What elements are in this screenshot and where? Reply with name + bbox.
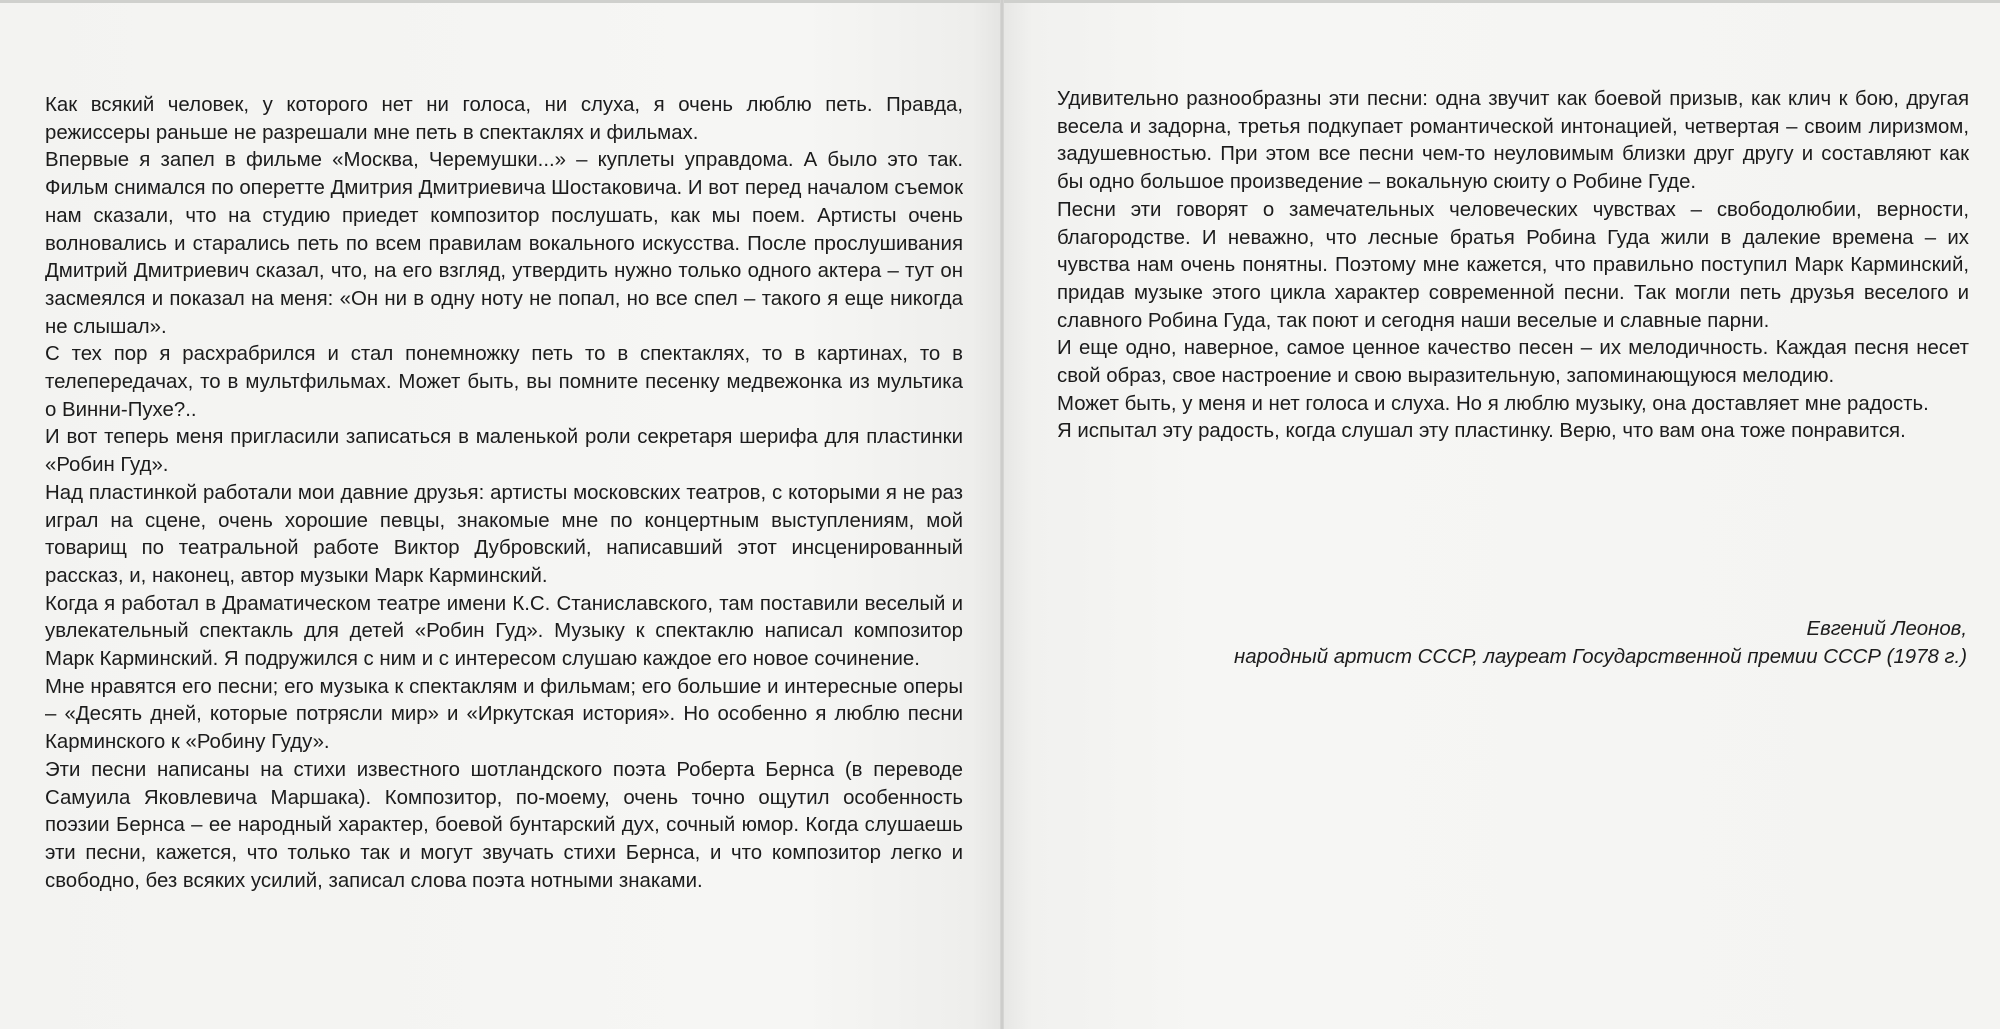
paragraph: Мне нравятся его песни; его музыка к спектаклям и фильмам; его большие и интересные оперы – «Десять дней, которые потрясли мир» и «Иркутская история». Но особенно я люблю песни Карминского к «Робину Гуду». [45, 675, 963, 754]
paragraph: Может быть, у меня и нет голоса и слуха. Но я люблю музыку, она доставляет мне радость. [1057, 392, 1929, 415]
author-title: народный артист СССР, лауреат Государственной премии СССР (1978 г.) [1234, 646, 1967, 668]
paragraph: И еще одно, наверное, самое ценное качество песен – их мелодичность. Каждая песня несет свой образ, свое настроение и свою выразительную, запоминающуюся мелодию. [1057, 337, 1969, 388]
paragraph: Когда я работал в Драматическом театре имени К.С. Станиславского, там поставили веселый и увлекательный спектакль для детей «Робин Гуд». Музыку к спектаклю написал композитор Марк Карминский. Я подружился с ним и с интересом слушаю каждое его новое сочинение. [45, 592, 963, 671]
paragraph: С тех пор я расхрабрился и стал понемножку петь то в спектаклях, то в картинах, то в телепередачах, то в мультфильмах. Может быть, вы помните песенку медвежонка из мультика о Винни-Пухе?.. [45, 343, 963, 421]
paragraph: Как всякий человек, у которого нет ни голоса, ни слуха, я очень люблю петь. Правда, режиссеры раньше не разрешали мне петь в спектаклях и фильмах. [45, 94, 963, 144]
right-page-text [1057, 86, 1969, 446]
paragraph: Впервые я запел в фильме «Москва, Черемушки...» – куплеты управдома. А было это так. Фильм снимался по оперетте Дмитрия Дмитриевича Шостаковича. И вот перед началом съемок нам сказали, что на студию приедет композитор послушать, как мы поем. Артисты очень волновались и старались петь по всем правилам вокального искусства. После прослушивания Дмитрий Дмитриевич сказал, что, на его взгляд, утвердить нужно только одного актера – тут он засмеялся и показал на меня: «Он ни в одну ноту не попал, но все спел – такого я еще никогда не слышал». [45, 149, 963, 338]
author-name: Евгений Леонов, [1806, 618, 1967, 640]
paragraph: И вот теперь меня пригласили записаться в маленькой роли секретаря шерифа для пластинки «Робин Гуд». [45, 426, 963, 477]
author-signature [1067, 615, 1967, 671]
right-page [1002, 0, 2000, 1029]
paragraph: Я испытал эту радость, когда слушал эту пластинку. Верю, что вам она тоже понравится. [1057, 420, 1906, 443]
paragraph: Удивительно разнообразны эти песни: одна звучит как боевой призыв, как клич к бою, другая весела и задорна, третья подкупает романтической интонацией, четвертая – своим лиризмом, задушевностью. При этом все песни чем-то неуловимым близки друг другу и составляют как бы одно большое произведение – вокальную сюиту о Робине Гуде. [1057, 88, 1969, 194]
paragraph: Над пластинкой работали мои давние друзья: артисты московских театров, с которыми я не раз играл на сцене, очень хорошие певцы, знакомые мне по концертным выступлениям, мой товарищ по театральной работе Виктор Дубровский, написавший этот инсценированный рассказ, и, наконец, автор музыки Марк Карминский. [45, 481, 963, 587]
page-fold [1000, 0, 1004, 1029]
paragraph: Песни эти говорят о замечательных человеческих чувствах – свободолюбии, верности, благородстве. И неважно, что лесные братья Робина Гуда жили в далекие времена – их чувства нам очень понятны. Поэтому мне кажется, что правильно поступил Марк Карминский, придав музыке этого цикла характер современной песни. Так могли петь друзья веселого и славного Робина Гуда, так поют и сегодня наши веселые и славные парни. [1057, 198, 1969, 332]
paragraph: Эти песни написаны на стихи известного шотландского поэта Роберта Бернса (в переводе Самуила Яковлевича Маршака). Композитор, по-моему, очень точно ощутил особенность поэзии Бернса – ее народный характер, боевой бунтарский дух, сочный юмор. Когда слушаешь эти песни, кажется, что только так и могут звучать стихи Бернса, и что композитор легко и свободно, без всяких усилий, записал слова поэта нотными знаками. [45, 758, 963, 892]
left-page-text [45, 92, 963, 895]
